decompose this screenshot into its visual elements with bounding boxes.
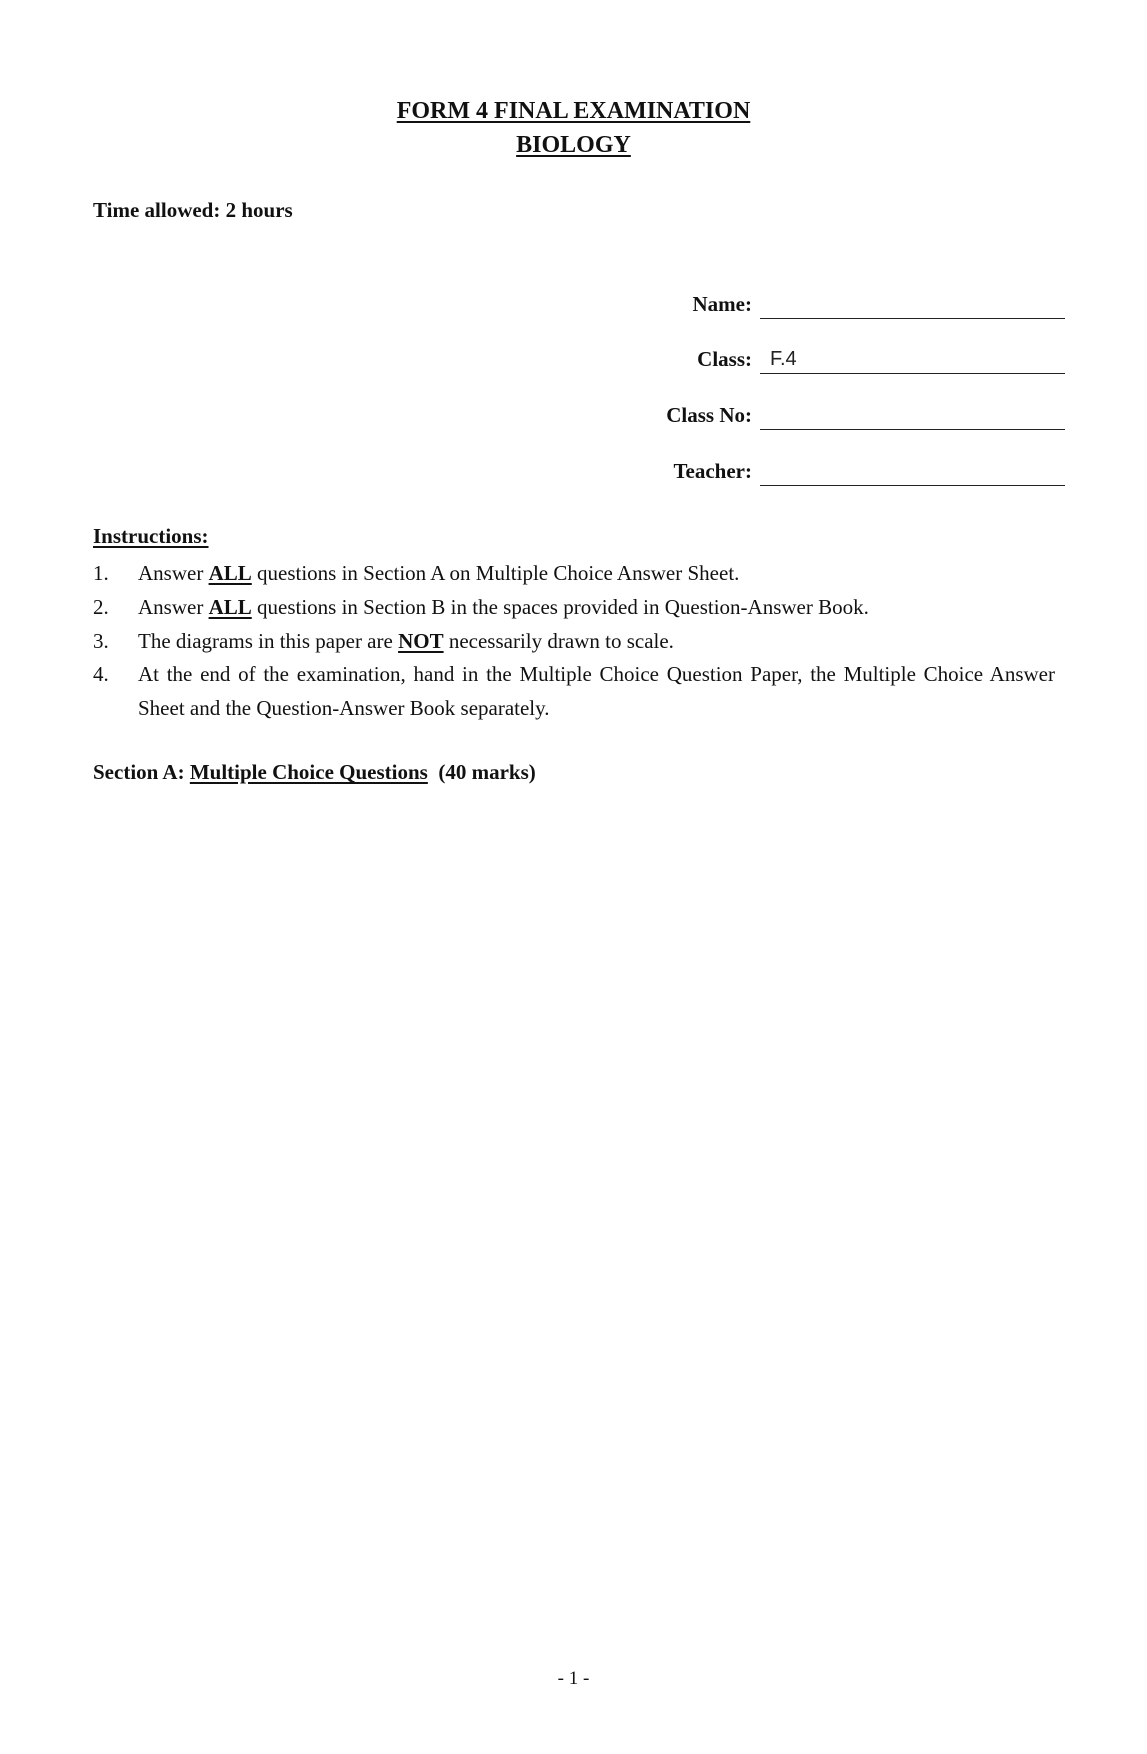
- instruction-number: 3.: [93, 629, 109, 653]
- instruction-text-part: Answer: [138, 595, 209, 619]
- instructions-heading: Instructions:: [93, 524, 209, 548]
- instruction-number: 1.: [93, 561, 109, 585]
- instruction-text: At the end of the examination, hand in the Multiple Choice Question Paper, the Multiple Choice Answer Sheet and the Question-Answer Book separately.: [138, 662, 1055, 720]
- instruction-emphasis: NOT: [398, 629, 444, 653]
- instruction-text-part: necessarily drawn to scale.: [443, 629, 674, 653]
- instruction-item: [93, 624, 1055, 658]
- teacher-field-row: [560, 452, 1065, 486]
- class-no-field-row: [560, 396, 1065, 430]
- class-no-field[interactable]: [760, 402, 1065, 430]
- name-field[interactable]: [760, 291, 1065, 319]
- instruction-text: [138, 590, 1055, 624]
- instruction-text-part: The diagrams in this paper are: [138, 629, 399, 653]
- teacher-label: Teacher:: [673, 459, 752, 483]
- instruction-text-part: Answer: [138, 561, 209, 585]
- instruction-text: [138, 556, 1055, 590]
- teacher-field[interactable]: [760, 458, 1065, 486]
- instruction-emphasis: ALL: [208, 561, 252, 585]
- instruction-number: 4.: [93, 662, 109, 686]
- section-a-prefix: Section A:: [93, 760, 185, 784]
- subject-title: [0, 130, 1147, 160]
- exam-title: [0, 96, 1147, 126]
- class-no-label: Class No:: [666, 403, 752, 427]
- time-allowed: Time allowed: 2 hours: [93, 198, 293, 222]
- name-label: Name:: [692, 292, 752, 316]
- section-a-name: Multiple Choice Questions: [189, 760, 428, 784]
- exam-title-text: FORM 4 FINAL EXAMINATION: [396, 98, 751, 124]
- instruction-item: [93, 590, 1055, 624]
- instruction-item: [93, 657, 1055, 725]
- instruction-text-part: questions in Section B in the spaces provided in Question-Answer Book.: [251, 595, 869, 619]
- instruction-text-part: questions in Section A on Multiple Choice Answer Sheet.: [251, 561, 740, 585]
- class-label: Class:: [697, 347, 752, 371]
- class-field-row: [560, 340, 1065, 374]
- class-field[interactable]: F.4: [760, 346, 1065, 374]
- instruction-text: [138, 624, 1055, 658]
- instruction-emphasis: ALL: [208, 595, 252, 619]
- instruction-item: [93, 556, 1055, 590]
- page-number: - 1 -: [557, 1668, 590, 1689]
- name-field-row: [560, 285, 1065, 319]
- subject-title-text: BIOLOGY: [516, 132, 631, 158]
- section-a-heading: [93, 760, 536, 785]
- instruction-number: 2.: [93, 595, 109, 619]
- section-a-marks: (40 marks): [438, 760, 536, 784]
